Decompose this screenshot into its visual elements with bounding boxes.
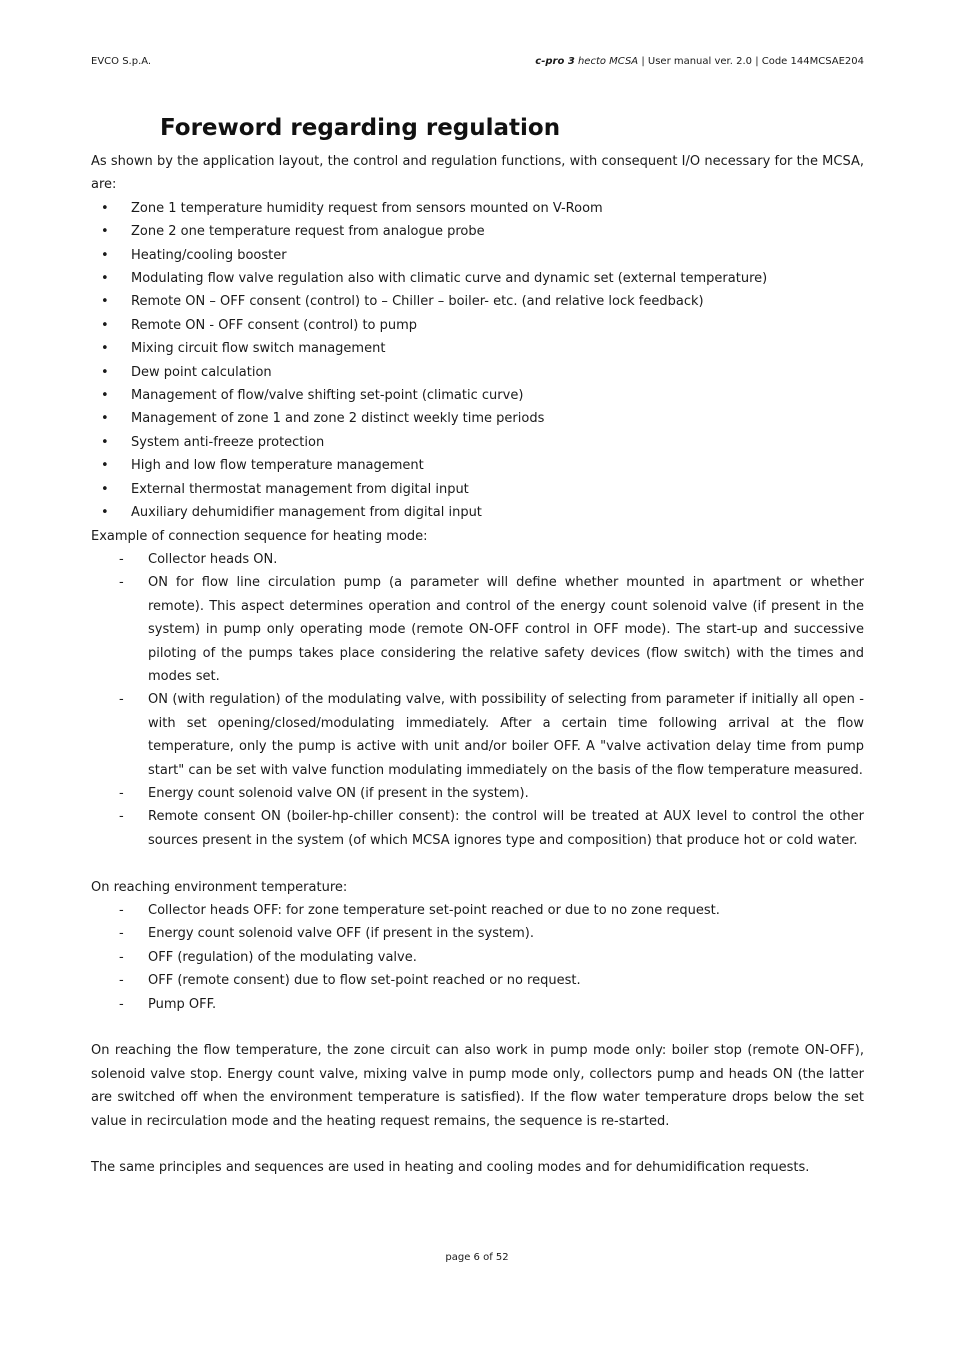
list-item-text: Remote ON - OFF consent (control) to pump xyxy=(131,317,418,333)
list-item-text: High and low flow temperature management xyxy=(131,458,424,474)
list-item xyxy=(91,782,864,805)
list-item-text: Pump OFF. xyxy=(148,996,217,1012)
heating-sequence-intro: Example of connection sequence for heating mode: xyxy=(91,528,428,544)
list-item-text: Auxiliary dehumidifier management from digital input xyxy=(131,505,482,521)
list-item-text: Heating/cooling booster xyxy=(131,247,287,263)
list-item xyxy=(91,454,864,477)
list-item xyxy=(91,571,864,688)
dash-marker: - xyxy=(119,809,124,825)
list-item xyxy=(91,361,864,384)
page-header xyxy=(91,55,864,69)
bullet-marker: • xyxy=(101,294,109,310)
section-title: Foreword regarding regulation xyxy=(160,115,561,141)
list-item-text: System anti-freeze protection xyxy=(131,434,325,450)
manual-version-code: | User manual ver. 2.0 | Code 144MCSAE204 xyxy=(638,56,864,67)
list-item xyxy=(91,899,864,922)
bullet-marker: • xyxy=(101,411,109,427)
bullet-marker: • xyxy=(101,317,109,333)
list-item xyxy=(91,197,864,220)
functions-list xyxy=(91,197,864,525)
list-item xyxy=(91,267,864,290)
closing-paragraph: The same principles and sequences are used in heating and cooling modes and for dehumidification requests. xyxy=(91,1160,810,1176)
env-temp-intro: On reaching environment temperature: xyxy=(91,879,348,895)
list-item-text: OFF (regulation) of the modulating valve. xyxy=(148,949,417,965)
bullet-marker: • xyxy=(101,434,109,450)
list-item-text: External thermostat management from digital input xyxy=(131,481,469,497)
document-body xyxy=(91,150,864,1180)
list-item xyxy=(91,337,864,360)
list-item-text: Dew point calculation xyxy=(131,364,272,380)
list-item xyxy=(91,431,864,454)
list-item xyxy=(91,384,864,407)
list-item xyxy=(91,501,864,524)
list-item xyxy=(91,478,864,501)
list-item xyxy=(91,688,864,782)
dash-marker: - xyxy=(119,973,124,989)
bullet-marker: • xyxy=(101,247,109,263)
list-item xyxy=(91,946,864,969)
dash-marker: - xyxy=(119,551,124,567)
list-item-text: Zone 2 one temperature request from analogue probe xyxy=(131,224,485,240)
dash-marker: - xyxy=(119,949,124,965)
bullet-marker: • xyxy=(101,341,109,357)
list-item-text: Collector heads OFF: for zone temperature set-point reached or due to no zone request. xyxy=(148,902,720,918)
list-item xyxy=(91,805,864,852)
list-item-text: Mixing circuit flow switch management xyxy=(131,341,386,357)
list-item xyxy=(91,969,864,992)
dash-marker: - xyxy=(119,692,124,708)
list-item xyxy=(91,922,864,945)
list-item xyxy=(91,244,864,267)
list-item-text: Energy count solenoid valve OFF (if present in the system). xyxy=(148,926,534,942)
list-item-text: Zone 1 temperature humidity request from sensors mounted on V-Room xyxy=(131,200,603,216)
list-item xyxy=(91,407,864,430)
flow-temp-paragraph: On reaching the flow temperature, the zone circuit can also work in pump mode only: boiler stop (remote ON-OFF), solenoid valve stop. Energy count valve, mixing valve in pump mode only, collectors pump and heads ON (the latter are switched off when the environment temperature is satisfied). If the flow water temperature drops below the set value in recirculation mode and the heating request remains, the sequence is re-started. xyxy=(91,1043,864,1129)
list-item-text: Modulating flow valve regulation also with climatic curve and dynamic set (external temperature) xyxy=(131,271,768,287)
list-item xyxy=(91,290,864,313)
dash-marker: - xyxy=(119,996,124,1012)
list-item xyxy=(91,993,864,1016)
bullet-marker: • xyxy=(101,481,109,497)
list-item xyxy=(91,548,864,571)
list-item xyxy=(91,220,864,243)
dash-marker: - xyxy=(119,926,124,942)
bullet-marker: • xyxy=(101,364,109,380)
list-item-text: Remote ON – OFF consent (control) to – Chiller – boiler- etc. (and relative lock feedback) xyxy=(131,294,704,310)
list-item-text: Collector heads ON. xyxy=(148,551,278,567)
list-item-text: ON (with regulation) of the modulating valve, with possibility of selecting from parameter if initially all open - with set opening/closed/modulating immediately. After a certain time following arrival at the flow temperature, only the pump is active with unit and/or boiler OFF. A "valve activation delay time from pump start" can be set with valve function modulating immediately on the basis of the flow temperature measured. xyxy=(148,692,864,778)
product-name-bold: c-pro 3 xyxy=(535,56,575,67)
list-item-text: Energy count solenoid valve ON (if present in the system). xyxy=(148,785,529,801)
bullet-marker: • xyxy=(101,200,109,216)
intro-paragraph: As shown by the application layout, the control and regulation functions, with consequent I/O necessary for the MCSA, are: xyxy=(91,154,864,193)
spacer xyxy=(91,1016,864,1039)
list-item-text: ON for flow line circulation pump (a parameter will define whether mounted in apartment or whether remote). This aspect determines operation and control of the energy count solenoid valve (if present in the system) in pump only operating mode (remote ON-OFF control in OFF mode). The start-up and successive piloting of the pumps takes place considering the relative safety devices (flow switch) with the times and modes set. xyxy=(148,575,864,684)
dash-marker: - xyxy=(119,902,124,918)
spacer xyxy=(91,852,864,875)
document-info xyxy=(535,55,864,69)
list-item xyxy=(91,314,864,337)
company-name: EVCO S.p.A. xyxy=(91,56,152,67)
list-item-text: Management of flow/valve shifting set-point (climatic curve) xyxy=(131,388,524,404)
heating-sequence-list xyxy=(91,548,864,852)
list-item-text: Management of zone 1 and zone 2 distinct weekly time periods xyxy=(131,411,545,427)
bullet-marker: • xyxy=(101,224,109,240)
list-item-text: Remote consent ON (boiler-hp-chiller consent): the control will be treated at AUX level to control the other sources present in the system (of which MCSA ignores type and composition) that produce hot or cold water. xyxy=(148,809,864,848)
spacer xyxy=(91,1133,864,1156)
list-item-text: OFF (remote consent) due to flow set-point reached or no request. xyxy=(148,973,581,989)
page-number: page 6 of 52 xyxy=(445,1252,509,1263)
bullet-marker: • xyxy=(101,505,109,521)
dash-marker: - xyxy=(119,785,124,801)
bullet-marker: • xyxy=(101,388,109,404)
bullet-marker: • xyxy=(101,458,109,474)
product-name-italic: hecto MCSA xyxy=(574,56,639,67)
env-temp-sequence-list xyxy=(91,899,864,1016)
bullet-marker: • xyxy=(101,271,109,287)
dash-marker: - xyxy=(119,575,124,591)
